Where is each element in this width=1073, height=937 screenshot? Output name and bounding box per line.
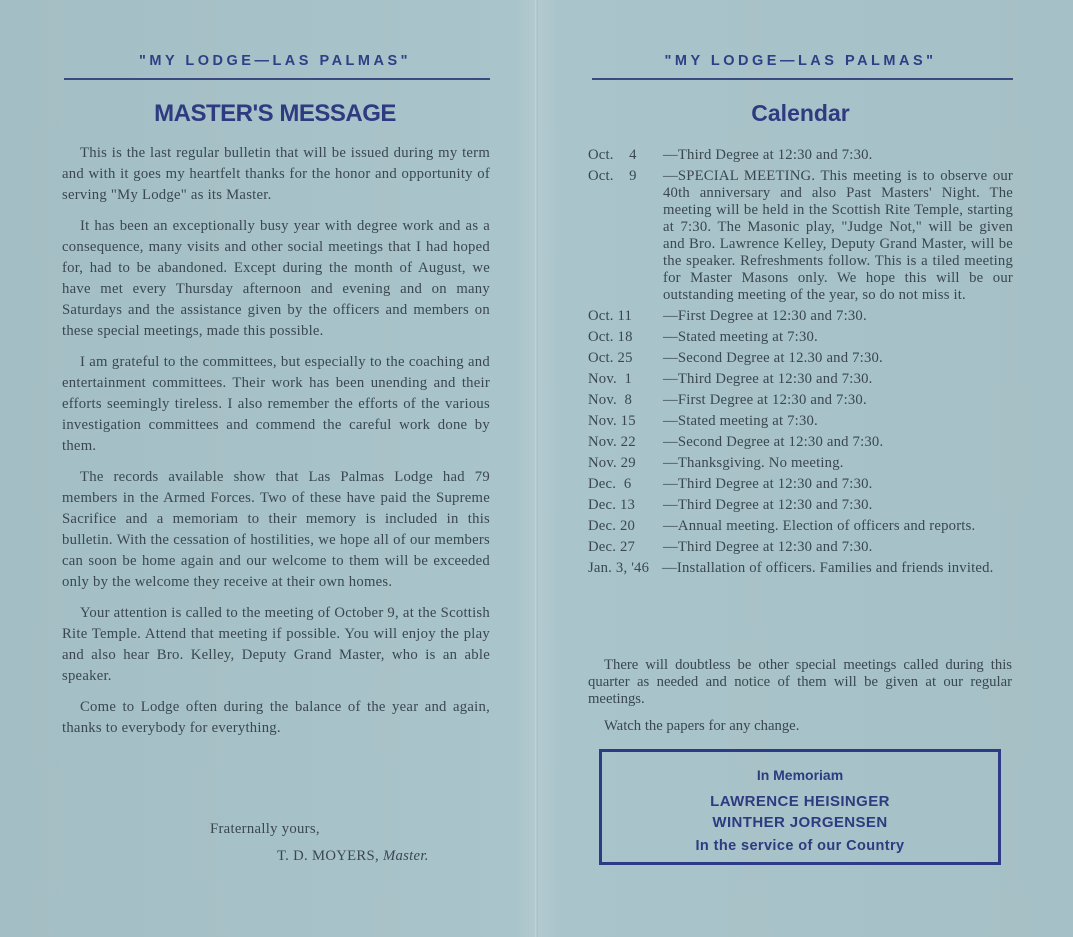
calendar-text: —Third Degree at 12:30 and 7:30. <box>663 539 873 555</box>
calendar-entry <box>588 413 1013 430</box>
calendar-list <box>588 147 1013 581</box>
header-rule-right <box>592 78 1013 80</box>
memoriam-name: LAWRENCE HEISINGER <box>710 793 890 810</box>
calendar-entry <box>588 329 1013 346</box>
calendar-text: —Second Degree at 12.30 and 7:30. <box>663 350 883 366</box>
calendar-text: —Second Degree at 12:30 and 7:30. <box>663 434 884 450</box>
calendar-title: Calendar <box>751 100 850 126</box>
calendar-text: —Thanksgiving. No meeting. <box>663 455 844 471</box>
special-meetings-note: There will doubtless be other special meetings called during this quarter as needed and notice of them will be given at our regular meetings. <box>588 657 1012 707</box>
calendar-entry <box>588 308 1013 325</box>
calendar-date: Dec. 6 <box>588 476 632 492</box>
calendar-date: Nov. 22 <box>588 434 636 450</box>
calendar-entry <box>588 476 1013 493</box>
calendar-entry <box>588 371 1013 388</box>
message-paragraph: Your attention is called to the meeting of October 9, at the Scottish Rite Temple. Attend that meeting if possible. You will enjoy the play and also hear Bro. Kelley, Deputy Grand Master, who is an able speaker. <box>62 605 490 684</box>
calendar-text: —Third Degree at 12:30 and 7:30. <box>663 371 873 387</box>
calendar-text: —Stated meeting at 7:30. <box>663 329 818 345</box>
calendar-date: Oct. 25 <box>588 350 633 366</box>
calendar-text: —Installation of officers. Families and friends invited. <box>662 560 994 576</box>
calendar-text: —Stated meeting at 7:30. <box>663 413 818 429</box>
calendar-date: Oct. 9 <box>588 168 637 184</box>
message-paragraph: Come to Lodge often during the balance of the year and again, thanks to everybody for everything. <box>62 699 490 736</box>
header-rule-left <box>64 78 490 80</box>
calendar-date: Nov. 29 <box>588 455 636 471</box>
calendar-date: Oct. 18 <box>588 329 633 345</box>
calendar-date: Dec. 20 <box>588 518 636 534</box>
calendar-entry <box>588 350 1013 367</box>
calendar-text: —Annual meeting. Election of officers and reports. <box>663 518 976 534</box>
calendar-entry <box>588 560 1013 577</box>
masters-message-title: MASTER'S MESSAGE <box>154 100 396 127</box>
calendar-text: —Third Degree at 12:30 and 7:30. <box>663 476 873 492</box>
calendar-text: —SPECIAL MEETING. This meeting is to observe our 40th anniversary and also Past Masters' Night. The meeting will be held in the Scottish Rite Temple, starting at 7:30. The Masonic play, "Judge Not," will be given and Bro. Lawrence Kelley, Deputy Grand Master, will be the speaker. Refreshments follow. This is a tiled meeting for Master Masons only. We hope this will be our outstanding meeting of the year, so do not miss it. <box>663 168 1013 303</box>
memoriam-heading: In Memoriam <box>756 767 844 783</box>
calendar-entry <box>588 434 1013 451</box>
message-paragraph: The records available show that Las Palmas Lodge had 79 members in the Armed Forces. Two of these have paid the Supreme Sacrifice and a memoriam to their memory is included in this bulletin. With the cessation of hostilities, we hope all of our members can soon be home again and our welcome to them will be exceeded only by the welcome they receive at their own homes. <box>62 469 490 590</box>
calendar-date: Jan. 3, '46 <box>588 560 650 576</box>
calendar-text: —Third Degree at 12:30 and 7:30. <box>663 147 873 163</box>
calendar-text: —Third Degree at 12:30 and 7:30. <box>663 497 873 513</box>
watch-papers-note: Watch the papers for any change. <box>604 718 800 734</box>
running-head-right: "MY LODGE—LAS PALMAS" <box>664 53 937 69</box>
calendar-date: Nov. 15 <box>588 413 636 429</box>
center-fold <box>535 0 538 937</box>
memoriam-name: WINTHER JORGENSEN <box>712 814 888 831</box>
memoriam-footer: In the service of our Country <box>695 838 905 854</box>
signature-name: T. D. MOYERS, <box>277 848 379 864</box>
calendar-entry <box>588 518 1013 535</box>
calendar-entry <box>588 392 1013 409</box>
signature-title: Master. <box>382 848 429 864</box>
calendar-entry <box>588 455 1013 472</box>
calendar-date: Nov. 1 <box>588 371 633 387</box>
calendar-entry <box>588 497 1013 514</box>
calendar-date: Oct. 11 <box>588 308 633 324</box>
calendar-entry <box>588 539 1013 556</box>
closing-line: Fraternally yours, <box>210 821 320 837</box>
message-paragraph: It has been an exceptionally busy year with degree work and as a consequence, many visits and other social meetings that I had hoped for, had to be abandoned. Except during the month of August, we have met every Thursday afternoon and evening and on many Saturdays and the assistance given by the officers and members on these special meetings, made this possible. <box>62 218 490 339</box>
calendar-date: Oct. 4 <box>588 147 637 163</box>
message-paragraph: This is the last regular bulletin that will be issued during my term and with it goes my heartfelt thanks for the honor and opportunity of serving "My Lodge" as its Master. <box>62 145 490 203</box>
calendar-date: Dec. 27 <box>588 539 636 555</box>
running-head-left: "MY LODGE—LAS PALMAS" <box>139 53 411 69</box>
calendar-text: —First Degree at 12:30 and 7:30. <box>663 392 867 408</box>
masters-message-body <box>62 143 490 749</box>
left-page <box>60 0 490 937</box>
in-memoriam-box <box>599 749 1001 865</box>
calendar-entry <box>588 147 1013 164</box>
calendar-text: —First Degree at 12:30 and 7:30. <box>663 308 867 324</box>
calendar-date: Dec. 13 <box>588 497 636 513</box>
calendar-date: Nov. 8 <box>588 392 633 408</box>
right-page <box>588 0 1013 937</box>
message-paragraph: I am grateful to the committees, but especially to the coaching and entertainment committees. Their work has been unending and their efforts seemingly tireless. I also remember the efforts of the various investigation committees and commend the careful work done by them. <box>62 354 490 454</box>
calendar-entry <box>588 168 1013 304</box>
